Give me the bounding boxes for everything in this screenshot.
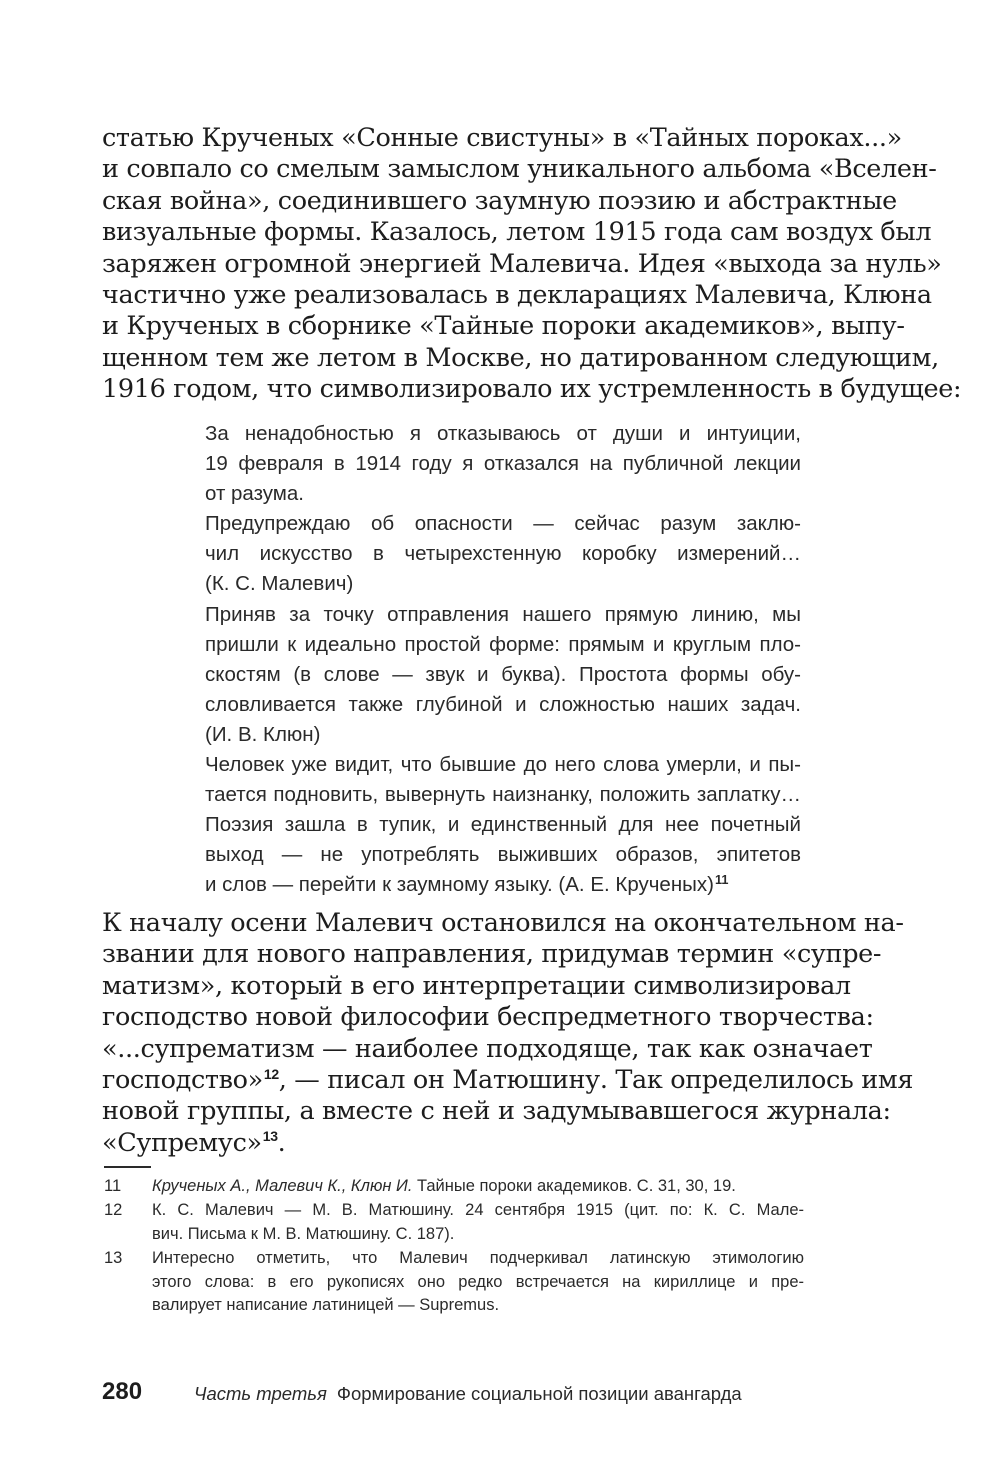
body-line: господство новой философии беспредметного творчества: xyxy=(102,1002,874,1033)
quote-line: Приняв за точку отправления нашего прямую линию, мы xyxy=(205,602,801,626)
footnote-divider xyxy=(104,1166,151,1168)
body-line xyxy=(102,1128,834,1159)
body-paragraph-2 xyxy=(102,908,914,1159)
body-line: «...супрематизм — наиболее подходяще, так как означает xyxy=(102,1033,873,1064)
footnote-line: этого слова: в его рукописях оно редко встречается на кириллице и пре- xyxy=(152,1272,804,1291)
footnote-line: Интересно отметить, что Малевич подчеркивал латинскую этимологию xyxy=(152,1249,804,1267)
quote-line: скостям (в слове — звук и буква). Простота формы обу- xyxy=(205,662,801,686)
body-line: звании для нового направления, придумав термин «супре- xyxy=(102,939,882,970)
body-text: «Супремус» xyxy=(102,1127,262,1158)
footnote-ref: 13 xyxy=(262,1128,278,1145)
body-text: , — писал он Матюшину. Так определилось имя xyxy=(278,1065,914,1096)
quote-line: За ненадобностью я отказываюсь от души и интуиции, xyxy=(205,422,801,445)
footnote-line: вич. Письма к М. В. Матюшину. С. 187). xyxy=(152,1224,455,1243)
quote-line-text: и слов — перейти к заумному языку. (А. Е. Крученых) xyxy=(205,873,714,897)
quote-line: чил искусство в четырехстенную коробку измерений… xyxy=(205,542,801,566)
body-line: заряжен огромной энергией Малевича. Идея «выхода за нуль» xyxy=(102,248,942,279)
quote-line: Поэзия зашла в тупик, и единственный для нее почетный xyxy=(205,813,801,837)
body-line: матизм», который в его интерпретации символизировал xyxy=(102,970,851,1001)
body-line: и Крученых в сборнике «Тайные пороки академиков», выпу- xyxy=(102,311,905,342)
quote-line: пришли к идеально простой форме: прямым и круглым пло- xyxy=(205,632,801,656)
footnote-text xyxy=(152,1199,804,1246)
quote-line: тается подновить, вывернуть наизнанку, положить заплатку… xyxy=(205,783,801,807)
running-head-chapter: Формирование социальной позиции авангарда xyxy=(336,1383,742,1404)
body-line: визуальные формы. Казалось, летом 1915 года сам воздух был xyxy=(102,217,932,248)
body-line: ская война», соединившего заумную поэзию и абстрактные xyxy=(102,185,897,216)
body-line xyxy=(102,1065,914,1096)
body-line: частично уже реализовалась в декларациях Малевича, Клюна xyxy=(102,280,932,311)
body-line: К началу осени Малевич остановился на окончательном на- xyxy=(102,908,904,938)
body-text: господство» xyxy=(102,1065,263,1096)
body-line: щенном тем же летом в Москве, но датированном следующим, xyxy=(102,342,939,373)
body-paragraph-1 xyxy=(102,123,962,406)
body-text: . xyxy=(277,1127,286,1158)
footnote-line: К. С. Малевич — М. В. Матюшину. 24 сентября 1915 (цит. по: К. С. Мале- xyxy=(152,1201,804,1219)
block-quote xyxy=(205,419,801,901)
footnote-text xyxy=(152,1175,804,1199)
footnote-number: 12 xyxy=(104,1201,123,1219)
body-line: статью Крученых «Сонные свистуны» в «Тайных пороках...» xyxy=(102,123,902,153)
quote-line: (К. С. Малевич) xyxy=(205,572,354,596)
footnote-authors: Крученых А., Малевич К., Клюн И. xyxy=(152,1177,413,1195)
page-number: 280 xyxy=(102,1378,143,1405)
quote-line: (И. В. Клюн) xyxy=(205,722,321,746)
body-line: 1916 годом, что символизировало их устремленность в будущее: xyxy=(102,374,962,405)
footnote-text xyxy=(152,1247,804,1318)
quote-line xyxy=(205,870,801,900)
running-head xyxy=(194,1383,742,1405)
body-line: новой группы, а вместе с ней и задумывавшегося журнала: xyxy=(102,1096,891,1127)
quote-line: от разума. xyxy=(205,482,304,506)
quote-line: Предупреждаю об опасности — сейчас разум заклю- xyxy=(205,512,801,536)
footnote-ref: 12 xyxy=(263,1065,279,1082)
footnote-line: валирует написание латиницей — Supremus. xyxy=(152,1296,500,1315)
body-line: и совпало со смелым замыслом уникального альбома «Вселен- xyxy=(102,154,937,185)
quote-line: словливается также глубиной и сложностью наших задач. xyxy=(205,692,801,716)
footnote-title: Тайные пороки академиков. С. 31, 30, 19. xyxy=(417,1177,736,1195)
quote-line: Человек уже видит, что бывшие до него слова умерли, и пы- xyxy=(205,753,801,777)
quote-line: 19 февраля в 1914 году я отказался на публичной лекции xyxy=(205,452,801,476)
quote-line: выход — не употреблять выживших образов, эпитетов xyxy=(205,843,801,867)
footnote-ref: 11 xyxy=(714,871,729,887)
running-head-part: Часть третья xyxy=(194,1383,327,1404)
footnote-number: 11 xyxy=(104,1177,122,1195)
footnote-number: 13 xyxy=(104,1249,123,1267)
